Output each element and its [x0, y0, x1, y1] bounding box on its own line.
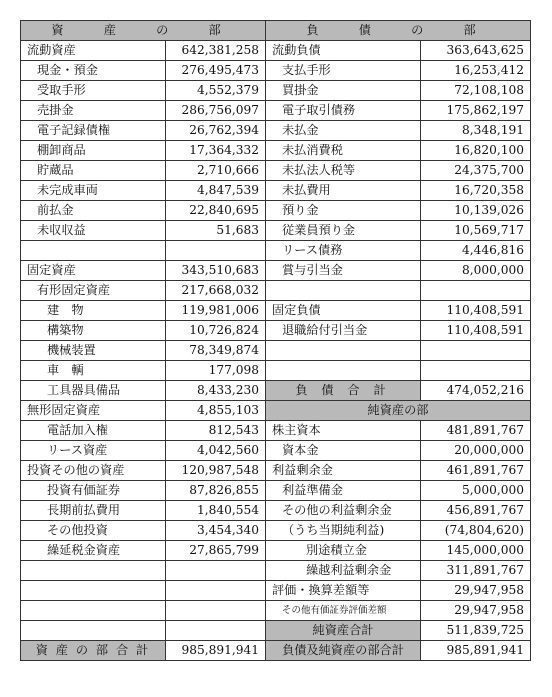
table-row — [21, 321, 531, 341]
asset-label — [21, 601, 166, 621]
liabilities-net-assets-total-value: 985,891,941 — [421, 641, 531, 661]
asset-value — [166, 241, 266, 261]
liability-value — [421, 341, 531, 361]
asset-value: 4,855,103 — [166, 401, 266, 421]
table-row — [21, 221, 531, 241]
asset-value — [166, 621, 266, 641]
liability-value: 72,108,108 — [421, 81, 531, 101]
liabilities-total-value: 474,052,216 — [421, 381, 531, 401]
asset-label: 建 物 — [21, 301, 166, 321]
table-row — [21, 141, 531, 161]
table-row — [21, 421, 531, 441]
liability-label: 支払手形 — [266, 61, 421, 81]
liability-value: 29,947,958 — [421, 581, 531, 601]
liability-value: 145,000,000 — [421, 541, 531, 561]
asset-value: 17,364,332 — [166, 141, 266, 161]
table-row — [21, 481, 531, 501]
table-row — [21, 461, 531, 481]
liability-value: 10,569,717 — [421, 221, 531, 241]
asset-label: 電話加入権 — [21, 421, 166, 441]
liability-label: 固定負債 — [266, 301, 421, 321]
liability-label: 資本金 — [266, 441, 421, 461]
table-row — [21, 381, 531, 401]
net-assets-total-label: 純資産合計 — [266, 621, 421, 641]
liability-label: リース債務 — [266, 241, 421, 261]
asset-label — [21, 561, 166, 581]
asset-value: 276,495,473 — [166, 61, 266, 81]
table-row — [21, 541, 531, 561]
table-row — [21, 521, 531, 541]
asset-value: 642,381,258 — [166, 41, 266, 61]
liability-value: 461,891,767 — [421, 461, 531, 481]
liabilities-net-assets-total-label: 負債及純資産の部合計 — [266, 641, 421, 661]
liability-label: 従業員預り金 — [266, 221, 421, 241]
asset-label — [21, 241, 166, 261]
asset-value: 2,710,666 — [166, 161, 266, 181]
liability-label: 未払法人税等 — [266, 161, 421, 181]
liability-label: 評価・換算差額等 — [266, 581, 421, 601]
table-row — [21, 601, 531, 621]
liabilities-total-label: 負 債 合 計 — [266, 381, 421, 401]
asset-value: 177,098 — [166, 361, 266, 381]
asset-value: 119,981,006 — [166, 301, 266, 321]
table-row — [21, 81, 531, 101]
liability-value: 5,000,000 — [421, 481, 531, 501]
asset-value: 217,668,032 — [166, 281, 266, 301]
table-row — [21, 121, 531, 141]
asset-value — [166, 601, 266, 621]
asset-label: その他投資 — [21, 521, 166, 541]
asset-value: 3,454,340 — [166, 521, 266, 541]
liability-value: 16,253,412 — [421, 61, 531, 81]
asset-value: 27,865,799 — [166, 541, 266, 561]
asset-value: 4,847,539 — [166, 181, 266, 201]
liability-label: 別途積立金 — [266, 541, 421, 561]
table-row — [21, 261, 531, 281]
liability-value: 175,862,197 — [421, 101, 531, 121]
table-row — [21, 361, 531, 381]
table-row — [21, 621, 531, 641]
liability-label: 未払消費税 — [266, 141, 421, 161]
asset-value: 4,042,560 — [166, 441, 266, 461]
asset-label: 工具器具備品 — [21, 381, 166, 401]
liability-value: 16,820,100 — [421, 141, 531, 161]
liability-label: 流動負債 — [266, 41, 421, 61]
liability-value: 8,000,000 — [421, 261, 531, 281]
asset-label: 固定資産 — [21, 261, 166, 281]
liability-label: 株主資本 — [266, 421, 421, 441]
assets-total-label: 資 産 の 部 合 計 — [21, 641, 166, 661]
asset-label: 受取手形 — [21, 81, 166, 101]
table-row — [21, 441, 531, 461]
table-row — [21, 161, 531, 181]
table-row — [21, 301, 531, 321]
asset-label: 売掛金 — [21, 101, 166, 121]
header-row — [21, 21, 531, 41]
net-assets-total-value: 511,839,725 — [421, 621, 531, 641]
liability-label: 利益剰余金 — [266, 461, 421, 481]
table-row — [21, 101, 531, 121]
liability-value: 363,643,625 — [421, 41, 531, 61]
liability-value: (74,804,620) — [421, 521, 531, 541]
asset-label: 未完成車両 — [21, 181, 166, 201]
asset-label: 現金・預金 — [21, 61, 166, 81]
asset-value: 22,840,695 — [166, 201, 266, 221]
asset-value: 78,349,874 — [166, 341, 266, 361]
liability-label — [266, 361, 421, 381]
total-row — [21, 641, 531, 661]
liability-value: 311,891,767 — [421, 561, 531, 581]
table-row — [21, 181, 531, 201]
liability-label — [266, 281, 421, 301]
liability-label: 繰越利益剰余金 — [266, 561, 421, 581]
asset-value: 8,433,230 — [166, 381, 266, 401]
asset-value: 87,826,855 — [166, 481, 266, 501]
asset-label: 機械装置 — [21, 341, 166, 361]
liability-label: 預り金 — [266, 201, 421, 221]
asset-value: 120,987,548 — [166, 461, 266, 481]
asset-label: 流動資産 — [21, 41, 166, 61]
asset-label: 前払金 — [21, 201, 166, 221]
liability-value: 10,139,026 — [421, 201, 531, 221]
liability-value: 110,408,591 — [421, 301, 531, 321]
asset-value: 4,552,379 — [166, 81, 266, 101]
liability-label: （うち当期純利益) — [266, 521, 421, 541]
liability-value: 29,947,958 — [421, 601, 531, 621]
table-row — [21, 501, 531, 521]
liability-label: 退職給付引当金 — [266, 321, 421, 341]
net-assets-header: 純資産の部 — [266, 401, 531, 421]
asset-label: 電子記録債権 — [21, 121, 166, 141]
liability-label: 未払金 — [266, 121, 421, 141]
table-row — [21, 581, 531, 601]
table-row — [21, 281, 531, 301]
liability-label: 電子取引債務 — [266, 101, 421, 121]
table-row — [21, 401, 531, 421]
asset-label: 繰延税金資産 — [21, 541, 166, 561]
asset-label: 構築物 — [21, 321, 166, 341]
asset-label — [21, 621, 166, 641]
asset-label: 長期前払費用 — [21, 501, 166, 521]
asset-label: 投資有価証券 — [21, 481, 166, 501]
liability-label: その他有価証券評価差額 — [266, 601, 421, 621]
liability-label: 未払費用 — [266, 181, 421, 201]
asset-value: 10,726,824 — [166, 321, 266, 341]
assets-total-value: 985,891,941 — [166, 641, 266, 661]
asset-value: 51,683 — [166, 221, 266, 241]
liability-label: 利益準備金 — [266, 481, 421, 501]
balance-sheet-table — [20, 20, 531, 661]
asset-value: 26,762,394 — [166, 121, 266, 141]
asset-label: 無形固定資産 — [21, 401, 166, 421]
liability-value: 8,348,191 — [421, 121, 531, 141]
liability-value: 20,000,000 — [421, 441, 531, 461]
table-row — [21, 61, 531, 81]
table-row — [21, 341, 531, 361]
liability-value: 456,891,767 — [421, 501, 531, 521]
liability-label — [266, 341, 421, 361]
asset-label: リース資産 — [21, 441, 166, 461]
liability-value: 481,891,767 — [421, 421, 531, 441]
asset-label: 未収収益 — [21, 221, 166, 241]
asset-label: 車 輌 — [21, 361, 166, 381]
liability-value: 4,446,816 — [421, 241, 531, 261]
liability-value — [421, 361, 531, 381]
asset-value — [166, 581, 266, 601]
table-row — [21, 201, 531, 221]
table-row — [21, 561, 531, 581]
liability-value: 16,720,358 — [421, 181, 531, 201]
asset-value: 1,840,554 — [166, 501, 266, 521]
liability-label: 買掛金 — [266, 81, 421, 101]
assets-header: 資 産 の 部 — [21, 21, 266, 41]
liability-label: 賞与引当金 — [266, 261, 421, 281]
table-row — [21, 41, 531, 61]
liability-value — [421, 281, 531, 301]
liability-value: 24,375,700 — [421, 161, 531, 181]
asset-value: 812,543 — [166, 421, 266, 441]
liability-value: 110,408,591 — [421, 321, 531, 341]
liability-label: その他の利益剰余金 — [266, 501, 421, 521]
asset-label: 有形固定資産 — [21, 281, 166, 301]
asset-value: 343,510,683 — [166, 261, 266, 281]
asset-label: 貯蔵品 — [21, 161, 166, 181]
table-row — [21, 241, 531, 261]
asset-value — [166, 561, 266, 581]
asset-value: 286,756,097 — [166, 101, 266, 121]
liabilities-header: 負 債 の 部 — [266, 21, 531, 41]
asset-label — [21, 581, 166, 601]
asset-label: 投資その他の資産 — [21, 461, 166, 481]
asset-label: 棚卸商品 — [21, 141, 166, 161]
